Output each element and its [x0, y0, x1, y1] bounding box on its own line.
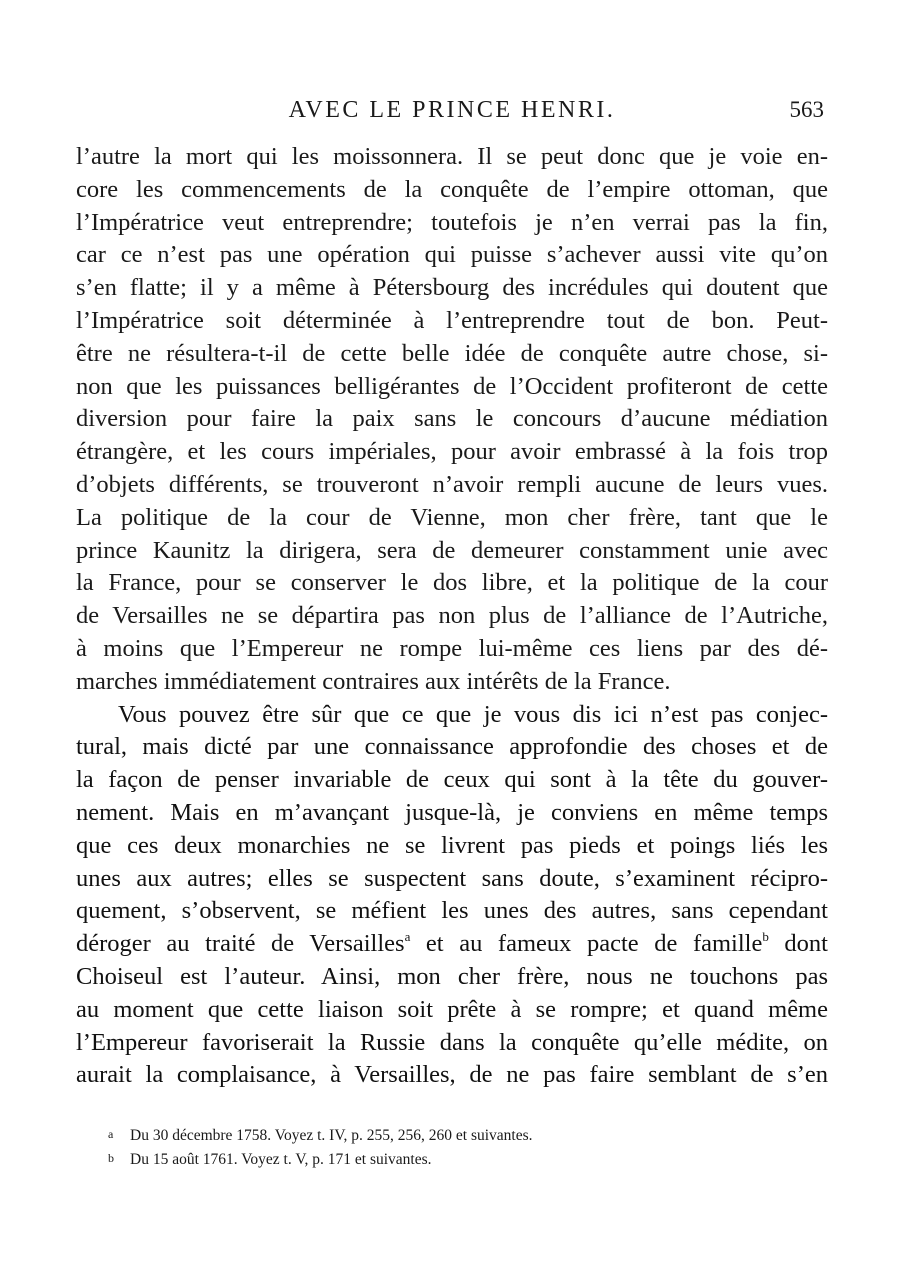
text-line: à moins que l’Empereur ne rompe lui-même ces liens par des dé-: [76, 634, 828, 662]
text-line: nement. Mais en m’avançant jusque-là, je conviens en même temps: [76, 798, 828, 826]
text-line: de Versailles ne se départira pas non plus de l’alliance de l’Autriche,: [76, 602, 828, 630]
footnotes: [108, 1122, 828, 1170]
text-line: d’objets différents, se trouveront n’avoir rempli aucune de leurs vues.: [76, 470, 828, 498]
text-line: Vous pouvez être sûr que ce que je vous dis ici n’est pas conjec-: [118, 700, 828, 728]
text-line: étrangère, et les cours impériales, pour avoir embrassé à la fois trop: [76, 438, 828, 466]
text-line: s’en flatte; il y a même à Pétersbourg des incrédules qui doutent que: [76, 274, 828, 302]
footnote-text: Du 15 août 1761. Voyez t. V, p. 171 et suivantes.: [130, 1151, 432, 1168]
text-segment: dont: [768, 930, 828, 958]
text-line: car ce n’est pas une opération qui puisse s’achever aussi vite qu’on: [76, 241, 828, 269]
text-line: aurait la complaisance, à Versailles, de ne pas faire semblant de s’en: [76, 1061, 828, 1089]
text-line: que ces deux monarchies ne se livrent pas pieds et poings liés les: [76, 831, 828, 859]
text-segment: et au fameux pacte de famille: [410, 930, 763, 958]
text-line: non que les puissances belligérantes de l’Occident profiteront de cette: [76, 372, 828, 400]
text-line: tural, mais dicté par une connaissance approfondie des choses et de: [76, 733, 828, 761]
footnote-mark: a: [108, 1127, 114, 1141]
footnote-ref-b[interactable]: b: [762, 929, 769, 945]
running-head: [76, 94, 828, 126]
footnote-a: [108, 1122, 828, 1146]
text-segment: déroger au traité de Versailles: [76, 930, 405, 958]
page-number: 563: [789, 97, 824, 122]
text-line: être ne résultera-t-il de cette belle idée de conquête autre chose, si-: [76, 339, 828, 367]
text-line: l’Impératrice veut entreprendre; toutefois je n’en verrai pas la fin,: [76, 208, 828, 236]
footnote-ref-a[interactable]: a: [404, 929, 411, 945]
text-line: unes aux autres; elles se suspectent sans doute, s’examinent récipro-: [76, 864, 828, 892]
text-line: la France, pour se conserver le dos libre, et la politique de la cour: [76, 569, 828, 597]
footnote-b: [108, 1146, 828, 1170]
text-line: quement, s’observent, se méfient les unes des autres, sans cependant: [76, 897, 828, 925]
text-line: la façon de penser invariable de ceux qui sont à la tête du gouver-: [76, 766, 828, 794]
text-line: au moment que cette liaison soit prête à se rompre; et quand même: [76, 995, 828, 1023]
text-line: l’Impératrice soit déterminée à l’entreprendre tout de bon. Peut-: [76, 306, 828, 334]
text-line: diversion pour faire la paix sans le concours d’aucune médiation: [76, 405, 828, 433]
text-line: Choiseul est l’auteur. Ainsi, mon cher frère, nous ne touchons pas: [76, 962, 828, 990]
text-line: l’Empereur favoriserait la Russie dans la conquête qu’elle médite, on: [76, 1028, 828, 1056]
text-line: marches immédiatement contraires aux intérêts de la France.: [76, 667, 671, 695]
text-line: La politique de la cour de Vienne, mon cher frère, tant que le: [76, 503, 828, 531]
text-line: prince Kaunitz la dirigera, sera de demeurer constamment unie avec: [76, 536, 828, 564]
text-line: l’autre la mort qui les moissonnera. Il se peut donc que je voie en-: [76, 143, 828, 170]
body-text: [76, 141, 828, 1092]
text-line: core les commencements de la conquête de l’empire ottoman, que: [76, 175, 828, 203]
footnote-text: Du 30 décembre 1758. Voyez t. IV, p. 255, 256, 260 et suivantes.: [130, 1127, 533, 1144]
text-line-with-note-refs: [76, 928, 828, 961]
footnote-mark: b: [108, 1151, 114, 1165]
running-title: AVEC LE PRINCE HENRI.: [288, 97, 616, 123]
